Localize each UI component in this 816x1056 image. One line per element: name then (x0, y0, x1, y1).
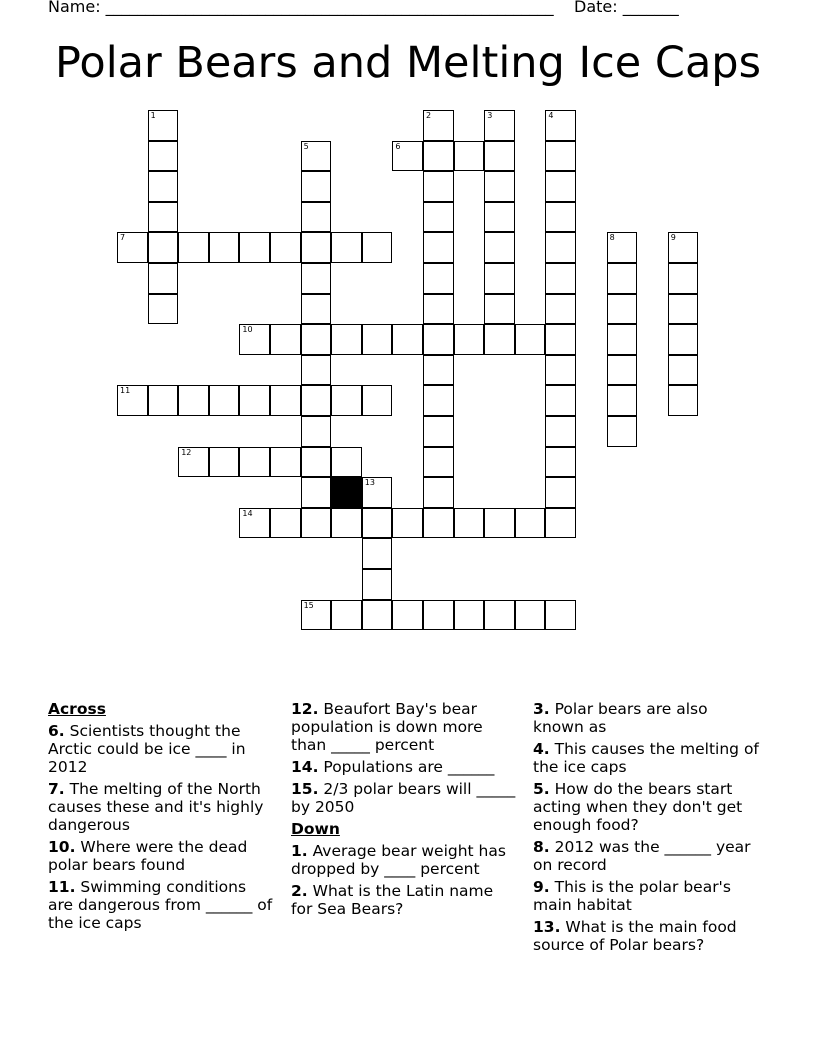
grid-cell[interactable] (484, 141, 515, 172)
grid-cell[interactable] (668, 324, 699, 355)
clue-number: 15. (291, 780, 319, 798)
clue-number: 11. (48, 878, 76, 896)
grid-cell[interactable] (545, 263, 576, 294)
clue (533, 878, 761, 914)
grid-cell[interactable] (148, 110, 179, 141)
grid-cell[interactable] (362, 508, 393, 539)
grid-cell[interactable] (301, 171, 332, 202)
clue (291, 842, 519, 878)
grid-cell[interactable] (607, 416, 638, 447)
grid-cell[interactable] (423, 202, 454, 233)
clue-column-3 (533, 700, 761, 958)
grid-cell[interactable] (484, 171, 515, 202)
grid-cell[interactable] (454, 600, 485, 631)
grid-cell[interactable] (148, 294, 179, 325)
page-title: Polar Bears and Melting Ice Caps (54, 38, 761, 88)
grid-cell[interactable] (454, 324, 485, 355)
grid-cell[interactable] (301, 263, 332, 294)
grid-cell[interactable] (362, 232, 393, 263)
clue-number: 10. (48, 838, 76, 856)
grid-cell[interactable] (148, 232, 179, 263)
grid-cell[interactable] (607, 324, 638, 355)
clue-number: 7 (120, 233, 126, 243)
grid-cell[interactable] (331, 324, 362, 355)
grid-cell[interactable] (454, 141, 485, 172)
clue-text: This causes the melting of the ice caps (533, 740, 759, 776)
clue-number: 14 (242, 508, 253, 518)
grid-cell[interactable] (423, 171, 454, 202)
grid-cell[interactable] (607, 263, 638, 294)
grid-cell[interactable] (423, 324, 454, 355)
grid-cell[interactable] (270, 508, 301, 539)
grid-cell[interactable] (301, 232, 332, 263)
grid-cell[interactable] (301, 355, 332, 386)
grid-cell[interactable] (301, 141, 332, 172)
grid-cell[interactable] (545, 600, 576, 631)
grid-cell[interactable] (545, 355, 576, 386)
grid-cell[interactable] (301, 324, 332, 355)
grid-cell[interactable] (270, 324, 301, 355)
clue (533, 918, 761, 954)
clue-number: 5 (303, 141, 309, 151)
grid-cell[interactable] (148, 385, 179, 416)
grid-cell[interactable] (331, 385, 362, 416)
grid-cell[interactable] (178, 385, 209, 416)
grid-cell[interactable] (301, 385, 332, 416)
grid-cell[interactable] (117, 385, 148, 416)
clue (48, 838, 276, 874)
grid-cell[interactable] (362, 477, 393, 508)
clue-column-2 (291, 700, 519, 922)
clue-number: 6. (48, 722, 65, 740)
clue-text: Average bear weight has dropped by ____ percent (291, 842, 506, 878)
grid-cell[interactable] (331, 232, 362, 263)
clue-number: 13. (533, 918, 561, 936)
grid-cell[interactable] (301, 202, 332, 233)
grid-cell[interactable] (362, 324, 393, 355)
clue-text: Polar bears are also known as (533, 700, 708, 736)
grid-cell[interactable] (545, 110, 576, 141)
grid-cell[interactable] (607, 294, 638, 325)
grid-cell[interactable] (545, 141, 576, 172)
clue-number: 10 (242, 325, 253, 335)
grid-cell[interactable] (668, 294, 699, 325)
clue-number: 4. (533, 740, 550, 758)
grid-cell[interactable] (239, 508, 270, 539)
clue-number: 5. (533, 780, 550, 798)
grid-cell[interactable] (392, 600, 423, 631)
grid-cell[interactable] (545, 416, 576, 447)
grid-cell[interactable] (362, 385, 393, 416)
grid-cell[interactable] (239, 447, 270, 478)
grid-cell[interactable] (148, 202, 179, 233)
grid-cell[interactable] (362, 538, 393, 569)
grid-cell[interactable] (484, 202, 515, 233)
grid-cell[interactable] (301, 294, 332, 325)
grid-cell[interactable] (545, 324, 576, 355)
grid-cell[interactable] (392, 141, 423, 172)
clue-number: 9 (670, 233, 676, 243)
clue-text: Populations are ______ (318, 758, 495, 776)
grid-cell[interactable] (148, 171, 179, 202)
across-heading: Across (48, 700, 106, 718)
clue (533, 740, 761, 776)
grid-cell[interactable] (423, 385, 454, 416)
clue-number: 2 (426, 111, 432, 120)
grid-cell[interactable] (148, 141, 179, 172)
clue-number: 1 (150, 111, 156, 120)
grid-cell[interactable] (209, 385, 240, 416)
clue (48, 722, 276, 776)
clue-number: 12 (181, 447, 192, 457)
grid-cell[interactable] (423, 294, 454, 325)
grid-cell[interactable] (301, 600, 332, 631)
grid-cell[interactable] (392, 324, 423, 355)
grid-cell[interactable] (423, 508, 454, 539)
grid-cell[interactable] (423, 416, 454, 447)
clue-number: 11 (120, 386, 131, 396)
grid-cell[interactable] (545, 508, 576, 539)
grid-cell[interactable] (423, 477, 454, 508)
grid-cell[interactable] (423, 600, 454, 631)
clue (48, 878, 276, 932)
clue-text: Beaufort Bay's bear population is down more than _____ percent (291, 700, 483, 754)
grid-cell[interactable] (484, 232, 515, 263)
clue-number: 14. (291, 758, 319, 776)
clue (533, 700, 761, 736)
grid-cell[interactable] (270, 385, 301, 416)
grid-cell[interactable] (545, 385, 576, 416)
grid-cell[interactable] (545, 202, 576, 233)
grid-cell[interactable] (209, 447, 240, 478)
clue-column-1 (48, 700, 276, 936)
grid-cell[interactable] (301, 477, 332, 508)
clue-text: Scientists thought the Arctic could be ice ____ in 2012 (48, 722, 246, 776)
clue (533, 780, 761, 834)
clue (291, 780, 519, 816)
grid-cell[interactable] (301, 447, 332, 478)
grid-cell[interactable] (668, 385, 699, 416)
grid-cell[interactable] (545, 232, 576, 263)
grid-cell[interactable] (392, 508, 423, 539)
grid-cell[interactable] (607, 385, 638, 416)
clue-number: 4 (548, 111, 554, 120)
grid-cell[interactable] (331, 447, 362, 478)
grid-cell[interactable] (668, 355, 699, 386)
grid-cell[interactable] (362, 569, 393, 600)
grid-cell[interactable] (209, 232, 240, 263)
clue (533, 838, 761, 874)
grid-cell[interactable] (423, 263, 454, 294)
clue-number: 7. (48, 780, 65, 798)
clue-number: 8. (533, 838, 550, 856)
clue-number: 1. (291, 842, 308, 860)
name-date-line: Name: ________________________________________________________ Date: _______ (48, 0, 679, 16)
down-heading: Down (291, 820, 340, 838)
clue-text: How do the bears start acting when they don't get enough food? (533, 780, 743, 834)
grid-cell[interactable] (454, 508, 485, 539)
grid-cell[interactable] (484, 263, 515, 294)
grid-cell[interactable] (423, 447, 454, 478)
grid-cell[interactable] (484, 294, 515, 325)
clue-text: 2012 was the ______ year on record (533, 838, 751, 874)
clue (291, 882, 519, 918)
clue-number: 15 (303, 600, 314, 610)
clue-number: 9. (533, 878, 550, 896)
grid-cell[interactable] (117, 232, 148, 263)
clue-number: 2. (291, 882, 308, 900)
grid-cell[interactable] (545, 447, 576, 478)
grid-cell[interactable] (484, 508, 515, 539)
grid-cell[interactable] (607, 355, 638, 386)
clue-text: Where were the dead polar bears found (48, 838, 248, 874)
clue-number: 12. (291, 700, 319, 718)
grid-cell[interactable] (668, 263, 699, 294)
grid-cell[interactable] (178, 447, 209, 478)
grid-cell[interactable] (515, 324, 546, 355)
clue-text: The melting of the North causes these and it's highly dangerous (48, 780, 264, 834)
grid-cell[interactable] (362, 600, 393, 631)
clue-text: Swimming conditions are dangerous from ______ of the ice caps (48, 878, 273, 932)
grid-cell[interactable] (270, 447, 301, 478)
grid-cell[interactable] (301, 416, 332, 447)
grid-cell[interactable] (484, 324, 515, 355)
clue-number: 3. (533, 700, 550, 718)
clue (291, 758, 519, 776)
clue-text: 2/3 polar bears will _____ by 2050 (291, 780, 516, 816)
grid-cell[interactable] (515, 508, 546, 539)
grid-cell[interactable] (331, 508, 362, 539)
grid-cell[interactable] (148, 263, 179, 294)
clue (291, 700, 519, 754)
grid-cell[interactable] (270, 232, 301, 263)
grid-cell[interactable] (668, 232, 699, 263)
clue-text: What is the Latin name for Sea Bears? (291, 882, 494, 918)
clue (48, 780, 276, 834)
grid-cell[interactable] (515, 600, 546, 631)
grid-cell[interactable] (545, 171, 576, 202)
clue-number: 13 (364, 478, 375, 488)
grid-cell[interactable] (484, 110, 515, 141)
grid-cell[interactable] (239, 232, 270, 263)
clue-text: This is the polar bear's main habitat (533, 878, 731, 914)
clue-number: 8 (609, 233, 615, 243)
grid-cell[interactable] (423, 355, 454, 386)
grid-cell[interactable] (484, 600, 515, 631)
clue-number: 3 (487, 111, 493, 120)
grid-cell[interactable] (178, 232, 209, 263)
grid-cell[interactable] (607, 232, 638, 263)
clue-number: 6 (395, 141, 401, 151)
grid-cell[interactable] (423, 141, 454, 172)
grid-cell[interactable] (239, 324, 270, 355)
grid-cell[interactable] (545, 294, 576, 325)
grid-cell[interactable] (423, 110, 454, 141)
black-cell (331, 477, 362, 508)
grid-cell[interactable] (239, 385, 270, 416)
grid-cell[interactable] (545, 477, 576, 508)
grid-cell[interactable] (331, 600, 362, 631)
grid-cell[interactable] (301, 508, 332, 539)
clue-text: What is the main food source of Polar bears? (533, 918, 737, 954)
grid-cell[interactable] (423, 232, 454, 263)
